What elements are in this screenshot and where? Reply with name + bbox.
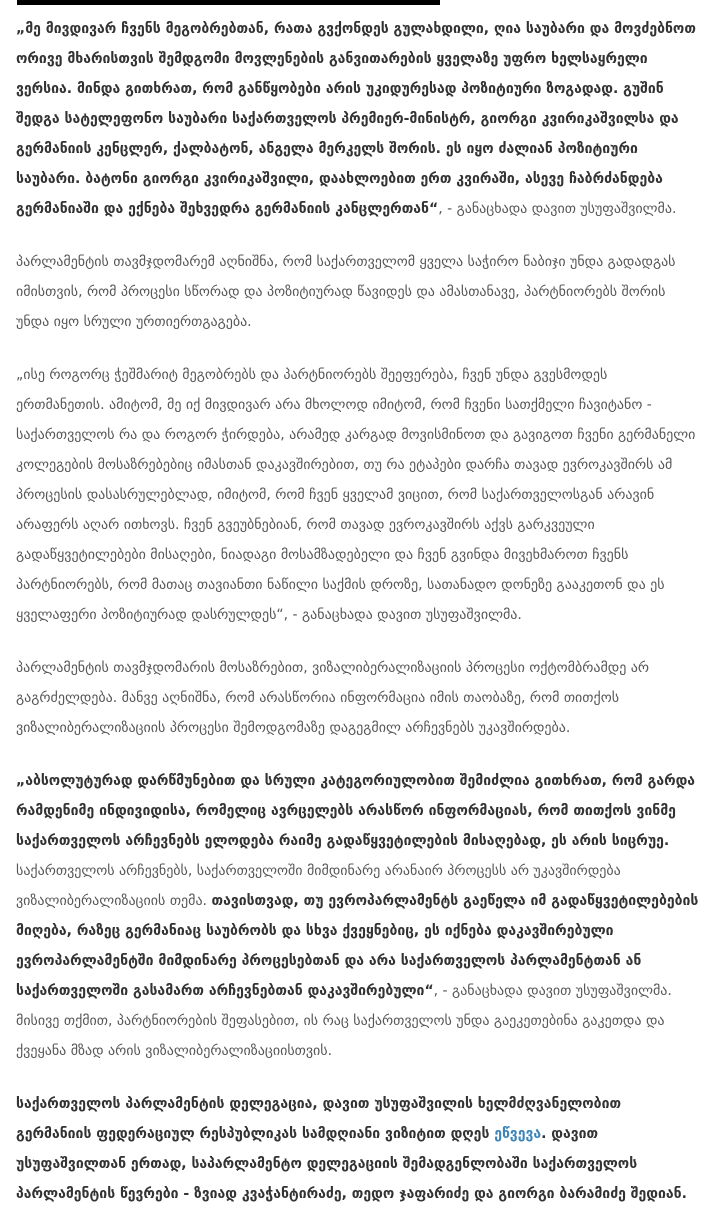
- paragraph-quote-1: [16, 14, 699, 224]
- body-text: პარლამენტის თავმჯდომარის მოსაზრებით, ვიზალიბერალიზაციის პროცესი ოქტომბრამდე არ გაგრძელდება. მანვე აღნიშნა, რომ არასწორია ინფორმაცია იმის თაობაზე, რომ თითქოს ვიზალიბერალიზაციის პროცესი შემოდგომაზე დაგეგმილ არჩევნებს უკავშირდება.: [16, 660, 650, 736]
- quote-text: „ისე როგორც ჭეშმარიტ მეგობრებს და პარტნიორებს შეეფერება, ჩვენ უნდა გვესმოდეს ერთმანეთის. ამიტომ, მე იქ მივდივარ არა მხოლოდ იმიტომ, რომ ჩვენი სათქმელი ჩავიტანო - საქართველოს რა და როგორ ჭირდება, არამედ კარგად მოვისმინოთ და გავიგოთ ჩვენი გერმანელი კოლეგების მოსაზრებებიც იმასთან დაკავშირებით, თუ რა ეტაპები დარჩა თავად ევროკავშირს ამ პროცესის დასასრულებლად, იმიტომ, რომ ჩვენ ყველამ ვიცით, რომ საქართველოსგან არავინ არაფერს აღარ ითხოვს. ჩვენ გვეუბნებიან, რომ თავად ევროკავშირს აქვს გარკვეული გადაწყვეტილებები მისაღები, ნიადაგი მოსამზადებელი და ჩვენ გვინდა მივეხმაროთ ჩვენს პარტნიორებს, რომ მათაც თავიანთი ნაწილი საქმის დროზე, სათანადო დონეზე გააკეთონ და ეს ყველაფერი პოზიტიურად დასრულდეს“, - განაცხადა დავით უსუფაშვილმა.: [16, 367, 696, 623]
- article-body: [0, 14, 715, 1209]
- inline-link[interactable]: ეწვევა: [494, 1126, 542, 1142]
- paragraph-summary-2: [16, 653, 699, 743]
- body-text: საქართველოს არჩევნებს, საქართველოში მიმდინარე არანაირ პროცესს არ უკავშირდება ვიზალიბერალიზაციის თემა.: [16, 863, 621, 909]
- cropped-media-bar: [17, 0, 440, 5]
- quote-text: „აბსოლუტურად დარწმუნებით და სრული კატეგორიულობით შემიძლია გითხრათ, რომ გარდა რამდენიმე ინდივიდისა, რომელიც ავრცელებს არასწორ ინფორმაციას, რომ თითქოს ვინმე საქართველოს არჩევნებს ელოდება რაიმე გადაწყვეტილების მისაღებად, ეს არის სიცრუე.: [16, 773, 696, 849]
- paragraph-quote-2: [16, 360, 699, 630]
- body-text: . დავით უსუფაშვილთან ერთად, საპარლამენტო დელეგაციის შემადგენლობაში საქართველოს პარლამენტის წევრები - ზვიად კვაჭანტირაძე, თედო ჯაფარიძე და გიორგი ბარამიძე შედიან.: [16, 1126, 687, 1202]
- quote-text: „მე მივდივარ ჩვენს მეგობრებთან, რათა გვქონდეს გულახდილი, ღია საუბარი და მოვძებნოთ ორივე მხარისთვის შემდგომი მოვლენების განვითარების ყველაზე უფრო ხელსაყრელი ვერსია. მინდა გითხრათ, რომ განწყობები არის უკიდურესად პოზიტიური ზოგადად. გუშინ შედგა სატელეფონო საუბარი საქართველოს პრემიერ-მინისტრ, გიორგი კვირიკაშვილსა და გერმანიის კენცლერ, ქალბატონ, ანგელა მერკელს შორის. ეს იყო ძალიან პოზიტიური საუბარი. ბატონი გიორგი კვირიკაშვილი, დაახლოებით ერთ კვირაში, ასევე ჩაბრძანდება გერმანიაში და ექნება შეხვედრა გერმანიის კანცლერთან“: [16, 21, 696, 217]
- paragraph-delegation: [16, 1089, 699, 1209]
- attribution-text: , - განაცხადა დავით უსუფაშვილმა.: [438, 201, 677, 217]
- paragraph-summary-1: [16, 247, 699, 337]
- paragraph-quote-3: [16, 766, 699, 1066]
- quote-text: თავისთვად, თუ ევროპარლამენტს გაეწელა იმ გადაწყვეტილებების მიღება, რაზეც გერმანიაც საუბრობს და სხვა ქვეყნებიც, ეს იქნება დაკავშირებული ევროპარლამენტში მიმდინარე პროცესებთან და არა საქართველოს პარლამენტთან ან საქართველოში გასამართ არჩევნებთან დაკავშირებული“: [16, 893, 699, 999]
- body-text: საქართველოს პარლამენტის დელეგაცია, დავით უსუფაშვილის ხელმძღვანელობით გერმანიის ფედერაციულ რესპუბლიკას სამდღიანი ვიზიტით დღეს: [16, 1096, 622, 1142]
- body-text: პარლამენტის თავმჯდომარემ აღნიშნა, რომ საქართველომ ყველა საჭირო ნაბიჯი უნდა გადადგას იმისთვის, რომ პროცესი სწორად და პოზიტიურად წავიდეს და ამასთანავე, პარტნიორებს შორის უნდა იყო სრული ურთიერთგაგება.: [16, 254, 676, 330]
- attribution-text: , - განაცხადა დავით უსუფაშვილმა. მისივე თქმით, პარტნიორების შეფასებით, ის რაც საქართველოს უნდა გაეკეთებინა გაკეთდა და ქვეყანა მზად არის ვიზალიბერალიზაციისთვის.: [16, 983, 672, 1059]
